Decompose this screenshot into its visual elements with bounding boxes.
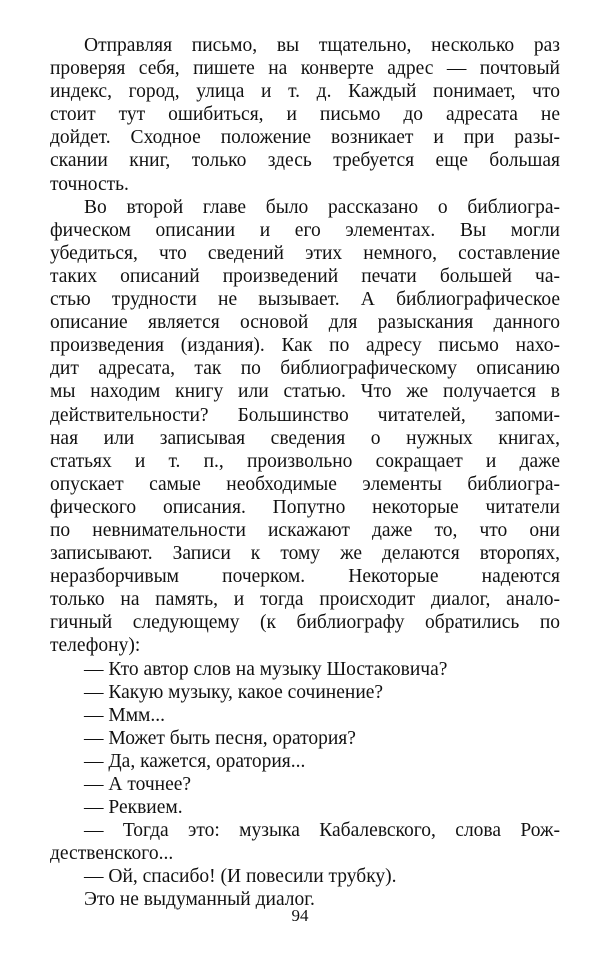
text-line: фического описания. Попутно некоторые читатели bbox=[50, 496, 560, 518]
text-line: только на память, и тогда происходит диалог, анало- bbox=[50, 589, 560, 611]
text-line: ная или записывая сведения о нужных книгах, bbox=[50, 427, 560, 449]
text-line: стоит тут ошибиться, и письмо до адресата не bbox=[50, 104, 560, 126]
text-line: дит адресата, так по библиографическому описанию bbox=[50, 358, 560, 380]
text-line: убедиться, что сведений этих немного, составление bbox=[50, 242, 560, 264]
text-line: действительности? Большинство читателей, запоми- bbox=[50, 404, 560, 426]
text-line: — Кто автор слов на музыку Шостаковича? bbox=[84, 658, 448, 680]
text-line: записывают. Записи к тому же делаются второпях, bbox=[50, 543, 560, 565]
page-number: 94 bbox=[291, 906, 309, 925]
text-line: стью трудности не вызывает. А библиографическое bbox=[50, 289, 560, 311]
text-line: — Реквием. bbox=[84, 797, 183, 819]
text-line: дественского... bbox=[50, 843, 174, 865]
text-line: описание является основой для разыскания данного bbox=[50, 312, 560, 334]
text-line: скании книг, только здесь требуется еще большая bbox=[50, 150, 560, 172]
text-line: мы находим книгу или статью. Что же получается в bbox=[50, 381, 560, 403]
text-line: фическом описании и его элементах. Вы могли bbox=[50, 219, 560, 241]
text-line: — Да, кажется, оратория... bbox=[84, 750, 306, 772]
text-line: Во второй главе было рассказано о библиогра- bbox=[84, 196, 560, 218]
text-line: проверяя себя, пишете на конверте адрес — почтовый bbox=[50, 58, 560, 80]
text-line: Это не выдуманный диалог. bbox=[84, 889, 315, 911]
text-line: дойдет. Сходное положение возникает и при разы- bbox=[50, 127, 560, 149]
text-line: статьях и т. п., произвольно сокращает и даже bbox=[50, 450, 560, 472]
text-line: по невнимательности искажают даже то, что они bbox=[50, 519, 560, 541]
text-line: — Тогда это: музыка Кабалевского, слова Рож- bbox=[84, 820, 560, 842]
text-line: неразборчивым почерком. Некоторые надеются bbox=[50, 566, 560, 588]
text-line: телефону): bbox=[50, 635, 141, 657]
text-line: — Ой, спасибо! (И повесили трубку). bbox=[84, 866, 397, 888]
text-line: опускает самые необходимые элементы библиогра- bbox=[50, 473, 560, 495]
text-line: точность. bbox=[50, 173, 129, 195]
text-line: индекс, город, улица и т. д. Каждый понимает, что bbox=[50, 81, 560, 103]
text-line: гичный следующему (к библиографу обратились по bbox=[50, 612, 560, 634]
text-line: произведения (издания). Как по адресу письмо нахо- bbox=[50, 335, 560, 357]
text-line: — А точнее? bbox=[84, 774, 192, 795]
text-line: — Может быть песня, оратория? bbox=[84, 727, 356, 749]
page-body bbox=[50, 34, 560, 912]
text-line: — Какую музыку, какое сочинение? bbox=[84, 681, 384, 703]
text-line: таких описаний произведений печати большей ча- bbox=[50, 265, 560, 287]
text-line: — Ммм... bbox=[84, 704, 166, 726]
text-line: Отправляя письмо, вы тщательно, несколько раз bbox=[84, 35, 560, 56]
